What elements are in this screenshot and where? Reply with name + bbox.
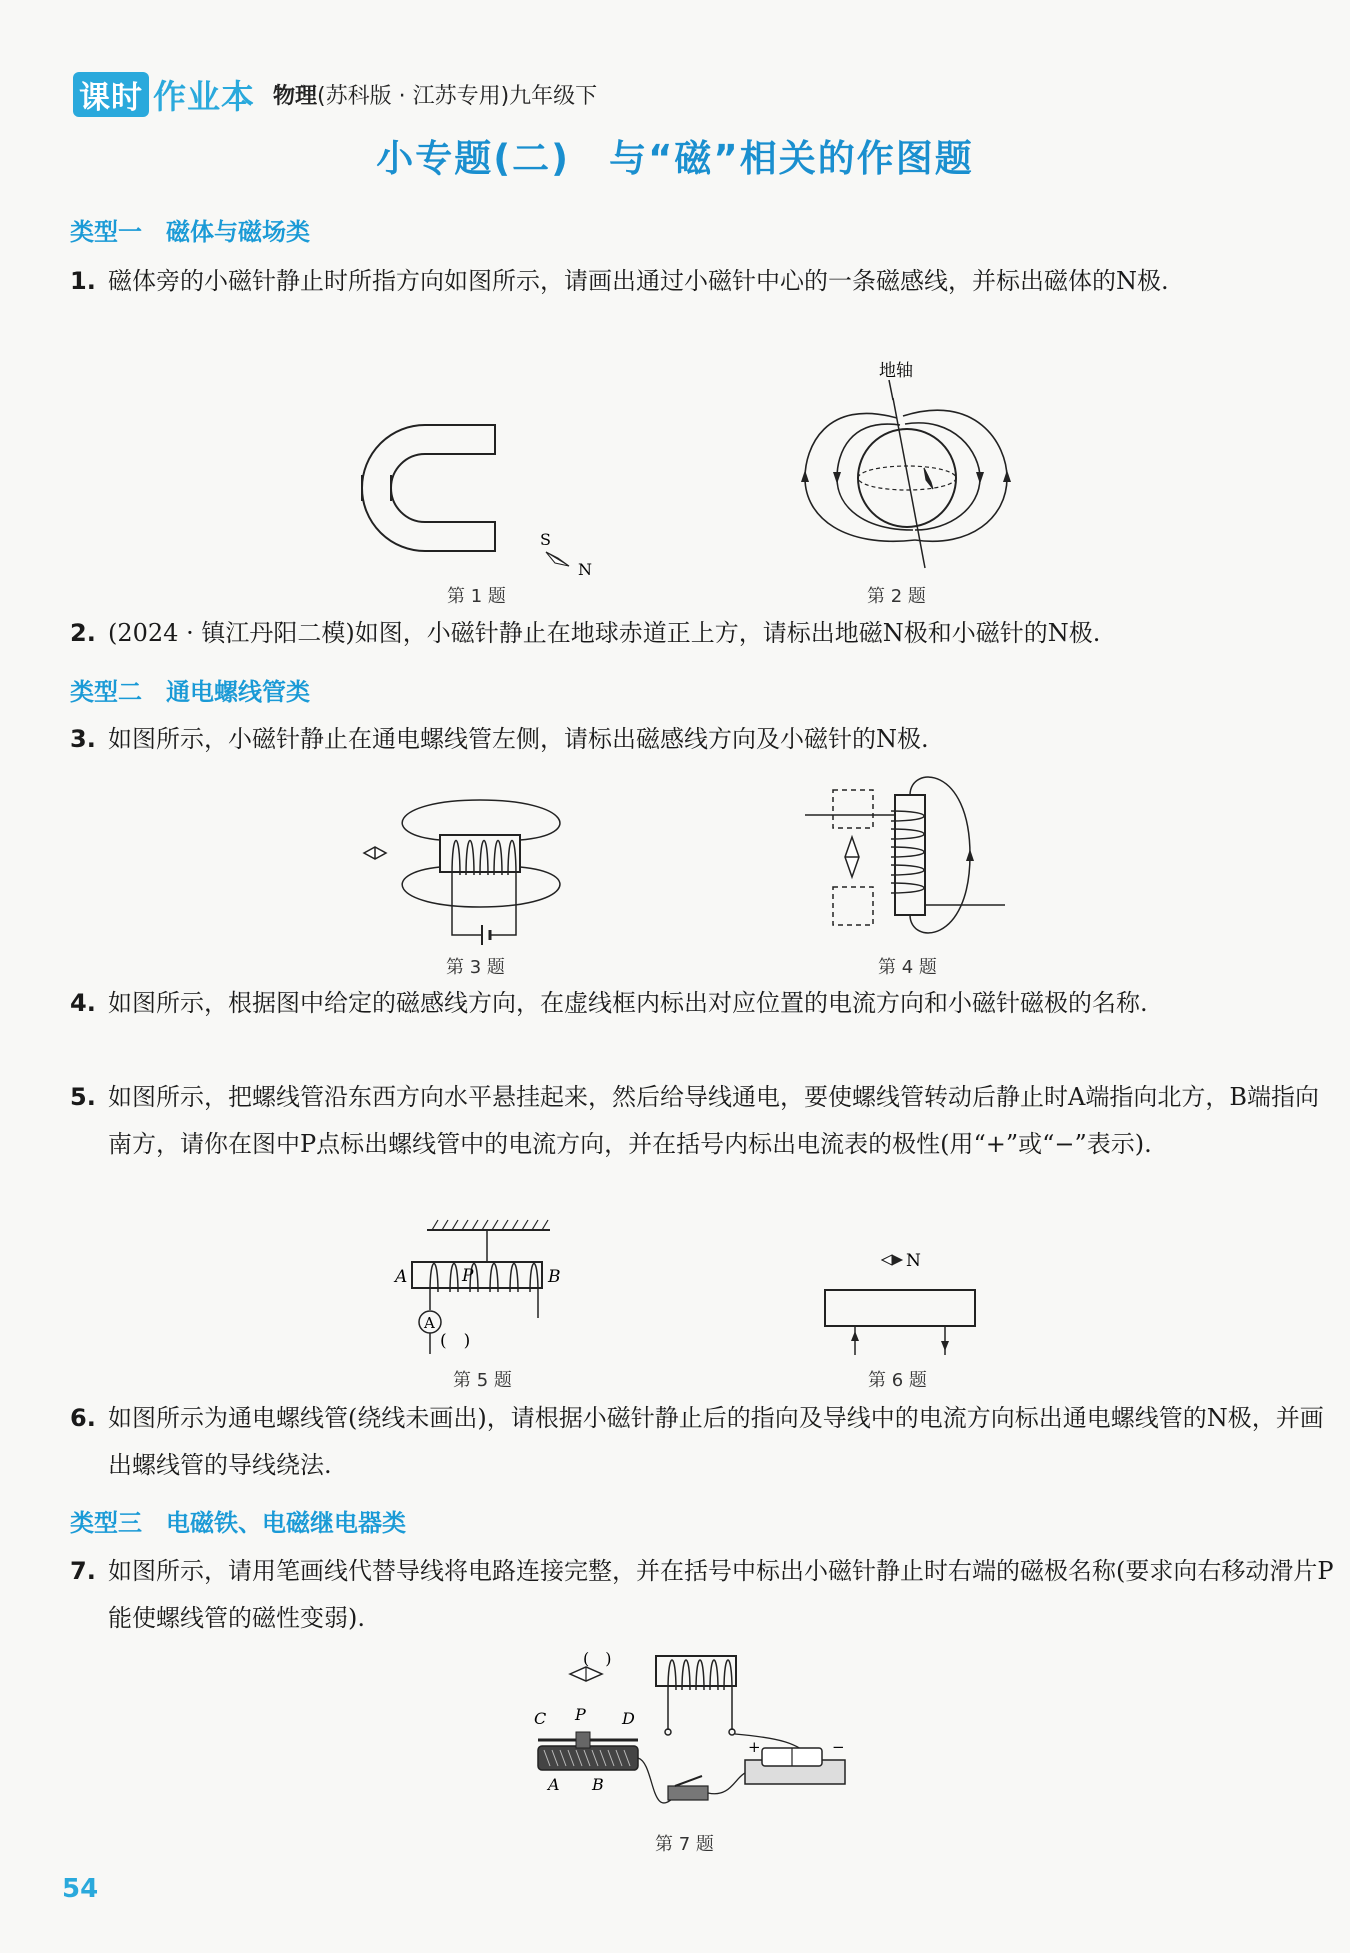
question-3 <box>70 716 1270 763</box>
brand-mark: 课时 <box>73 72 149 117</box>
rheostat-label-d: D <box>622 1709 635 1728</box>
solenoid-body <box>825 1290 975 1326</box>
question-number: 7. <box>70 1557 96 1585</box>
question-number: 5. <box>70 1083 96 1111</box>
point-label-p: P <box>462 1266 474 1286</box>
battery-plus: + <box>748 1738 761 1756</box>
question-number: 3. <box>70 725 96 753</box>
brand-name: 作业本 <box>153 76 255 116</box>
page-title: 小专题(二) 与“磁”相关的作图题 <box>376 137 974 180</box>
figure-3-caption: 第 3 题 <box>446 957 505 978</box>
figure-1-caption: 第 1 题 <box>447 586 506 607</box>
question-7 <box>70 1548 1334 1632</box>
figure-7-caption: 第 7 题 <box>655 1834 714 1855</box>
rheostat-label-p: P <box>575 1705 586 1724</box>
figure-6-solenoid <box>820 1245 980 1360</box>
figure-2-earth <box>785 358 1015 578</box>
battery-minus: − <box>832 1738 845 1756</box>
needle-label-n: N <box>906 1251 921 1271</box>
axis-label: 地轴 <box>879 361 913 381</box>
edition-text: (苏科版 · 江苏专用)九年级下 <box>317 83 598 109</box>
section-heading-3: 类型三 电磁铁、电磁继电器类 <box>70 1509 406 1537</box>
figure-4-caption: 第 4 题 <box>878 957 937 978</box>
page-number: 54 <box>62 1874 99 1904</box>
figure-3-solenoid <box>360 795 600 945</box>
question-1 <box>70 258 1270 305</box>
figure-5-hanging-solenoid <box>392 1218 592 1378</box>
figure-5-caption: 第 5 题 <box>453 1370 512 1391</box>
question-text: 如图所示，请用笔画线代替导线将电路连接完整，并在括号中标出小磁针静止时右端的磁极名称(要求向右移动滑片P能使螺线管的磁性变弱). <box>108 1557 1334 1632</box>
page-header <box>73 72 597 116</box>
needle-bracket: ( ) <box>583 1649 612 1668</box>
figure-7-circuit <box>530 1648 850 1828</box>
polarity-bracket: ( ) <box>440 1331 471 1351</box>
question-6 <box>70 1395 1324 1479</box>
question-2 <box>70 610 1270 657</box>
question-text: 如图所示为通电螺线管(绕线未画出)，请根据小磁针静止后的指向及导线中的电流方向标出通电螺线管的N极，并画出螺线管的导线绕法. <box>108 1404 1324 1479</box>
rheostat-label-a: A <box>548 1775 560 1794</box>
question-text: 如图所示，小磁针静止在通电螺线管左侧，请标出磁感线方向及小磁针的N极. <box>108 725 929 753</box>
figure-1-u-magnet <box>350 415 620 595</box>
question-4 <box>70 980 1270 1027</box>
question-number: 4. <box>70 989 96 1017</box>
rheostat-label-b: B <box>592 1775 604 1794</box>
brand-logo <box>73 71 255 118</box>
end-label-a: A <box>395 1267 408 1287</box>
end-label-b: B <box>548 1267 561 1287</box>
question-text: 磁体旁的小磁针静止时所指方向如图所示，请画出通过小磁针中心的一条磁感线，并标出磁体的N极. <box>108 267 1169 295</box>
question-text: 如图所示，根据图中给定的磁感线方向，在虚线框内标出对应位置的电流方向和小磁针磁极的名称. <box>108 989 1148 1017</box>
question-number: 6. <box>70 1404 96 1432</box>
question-5 <box>70 1074 1319 1158</box>
subject-line <box>273 79 597 110</box>
subject-name: 物理 <box>273 83 318 109</box>
rheostat <box>538 1746 638 1770</box>
question-number: 2. <box>70 619 96 647</box>
section-heading-1: 类型一 磁体与磁场类 <box>70 218 310 246</box>
figure-4-solenoid <box>805 765 1015 945</box>
needle-label-s: S <box>540 530 551 549</box>
question-text: 如图所示，把螺线管沿东西方向水平悬挂起来，然后给导线通电，要使螺线管转动后静止时A端指向北方，B端指向南方，请你在图中P点标出螺线管中的电流方向，并在括号内标出电流表的极性(用“+”或“−”表示). <box>108 1083 1319 1158</box>
rheostat-label-c: C <box>534 1709 547 1728</box>
ammeter-letter: A <box>424 1314 435 1332</box>
u-magnet-shape <box>362 425 495 551</box>
figure-2-caption: 第 2 题 <box>867 586 926 607</box>
needle-label-n: N <box>578 560 592 579</box>
figure-6-caption: 第 6 题 <box>868 1370 927 1391</box>
switch <box>668 1786 708 1800</box>
question-text: (2024 · 镇江丹阳二模)如图，小磁针静止在地球赤道正上方，请标出地磁N极和小磁针的N极. <box>108 619 1101 647</box>
section-heading-2: 类型二 通电螺线管类 <box>70 678 310 706</box>
question-number: 1. <box>70 267 96 295</box>
earth-circle <box>858 429 956 527</box>
